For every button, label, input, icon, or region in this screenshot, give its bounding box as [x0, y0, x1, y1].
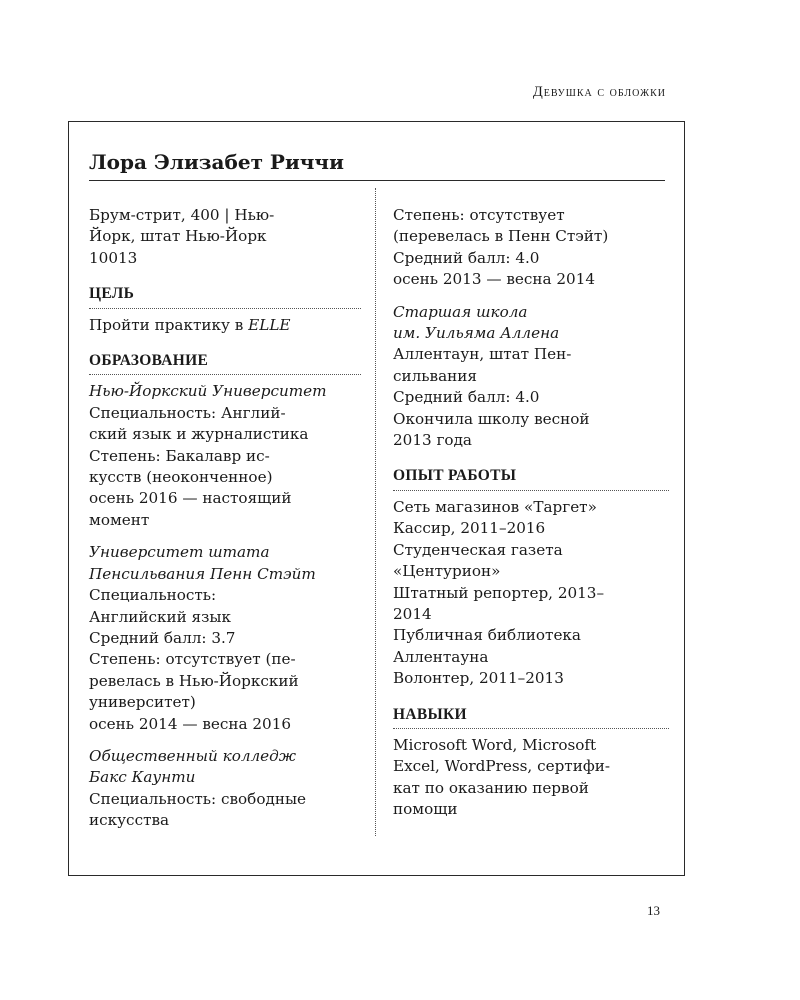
- resume-box: [68, 121, 685, 876]
- institution-name: Университет штата: [89, 543, 270, 562]
- page-number: 13: [647, 903, 660, 918]
- education-entry-nyu: [89, 381, 361, 531]
- skills-line: кат по оказанию первой: [393, 778, 589, 797]
- left-column: [89, 205, 361, 832]
- experience-heading: ОПЫТ РАБОТЫ: [393, 465, 669, 490]
- skills-line: Microsoft Word, Microsoft: [393, 735, 597, 754]
- skills-heading: НАВЫКИ: [393, 704, 669, 729]
- experience-line: Штатный репортер, 2013–: [393, 583, 605, 602]
- objective-text-prefix: Пройти практику в: [89, 315, 249, 334]
- institution-name: им. Уильяма Аллена: [393, 324, 560, 343]
- entry-line: ский язык и журналистика: [89, 425, 309, 444]
- institution-name: Бакс Каунти: [89, 768, 196, 787]
- experience-line: Студенческая газета: [393, 540, 563, 559]
- entry-line: осень 2014 — весна 2016: [89, 714, 292, 733]
- education-entry-bucks-continued: [393, 205, 669, 291]
- experience-line: Волонтер, 2011–2013: [393, 669, 564, 688]
- entry-line: Английский язык: [89, 607, 231, 626]
- experience-line: Публичная библиотека: [393, 626, 581, 645]
- entry-line: Степень: отсутствует: [393, 206, 565, 224]
- entry-line: Окончила школу весной: [393, 409, 590, 428]
- education-entry-penn: [89, 542, 361, 735]
- entry-line: Аллентаун, штат Пен-: [393, 345, 572, 364]
- entry-line: Специальность:: [89, 586, 217, 605]
- entry-line: (перевелась в Пенн Стэйт): [393, 227, 609, 246]
- entry-line: 2013 года: [393, 431, 472, 450]
- institution-name: Нью-Йоркский Университет: [89, 382, 327, 401]
- entry-line: университет): [89, 693, 196, 712]
- experience-list: [393, 497, 669, 690]
- entry-line: Специальность: Англий-: [89, 403, 286, 422]
- entry-line: осень 2013 — весна 2014: [393, 270, 596, 289]
- address-line: Брум-стрит, 400 | Нью-: [89, 206, 275, 224]
- address-line: 10013: [89, 248, 138, 267]
- education-heading: ОБРАЗОВАНИЕ: [89, 350, 361, 375]
- right-column: [393, 205, 669, 821]
- skills-line: Excel, WordPress, сертифи-: [393, 757, 610, 776]
- experience-line: «Центурион»: [393, 562, 501, 581]
- objective-heading: ЦЕЛЬ: [89, 283, 361, 308]
- skills-line: помощи: [393, 800, 458, 819]
- entry-line: Степень: отсутствует (пе-: [89, 650, 296, 669]
- entry-line: сильвания: [393, 366, 477, 385]
- objective-magazine: ELLE: [248, 315, 291, 334]
- institution-name: Старшая школа: [393, 302, 528, 321]
- running-head: Девушка с обложки: [532, 84, 666, 100]
- name-rule: [89, 180, 665, 181]
- objective-text: [89, 315, 361, 336]
- address-line: Йорк, штат Нью-Йорк: [89, 227, 267, 246]
- entry-line: Специальность: свободные: [89, 789, 307, 808]
- entry-line: искусства: [89, 811, 170, 830]
- experience-line: Кассир, 2011–2016: [393, 519, 546, 538]
- column-divider: [375, 188, 376, 836]
- skills-list: [393, 735, 669, 821]
- entry-line: Средний балл: 3.7: [89, 628, 236, 647]
- experience-line: Аллентауна: [393, 647, 489, 666]
- institution-name: Пенсильвания Пенн Стэйт: [89, 564, 316, 583]
- entry-line: ревелась в Нью-Йоркский: [89, 671, 299, 690]
- entry-line: Средний балл: 4.0: [393, 248, 540, 267]
- entry-line: Средний балл: 4.0: [393, 388, 540, 407]
- entry-line: момент: [89, 510, 150, 529]
- resume-name: Лора Элизабет Риччи: [89, 150, 344, 174]
- entry-line: Степень: Бакалавр ис-: [89, 446, 270, 465]
- institution-name: Общественный колледж: [89, 746, 297, 765]
- education-entry-school: [393, 302, 669, 452]
- entry-line: кусств (неоконченное): [89, 468, 273, 487]
- entry-line: осень 2016 — настоящий: [89, 489, 292, 508]
- experience-line: Сеть магазинов «Таргет»: [393, 497, 597, 516]
- address: [89, 205, 361, 269]
- education-entry-bucks: [89, 746, 361, 832]
- experience-line: 2014: [393, 604, 432, 623]
